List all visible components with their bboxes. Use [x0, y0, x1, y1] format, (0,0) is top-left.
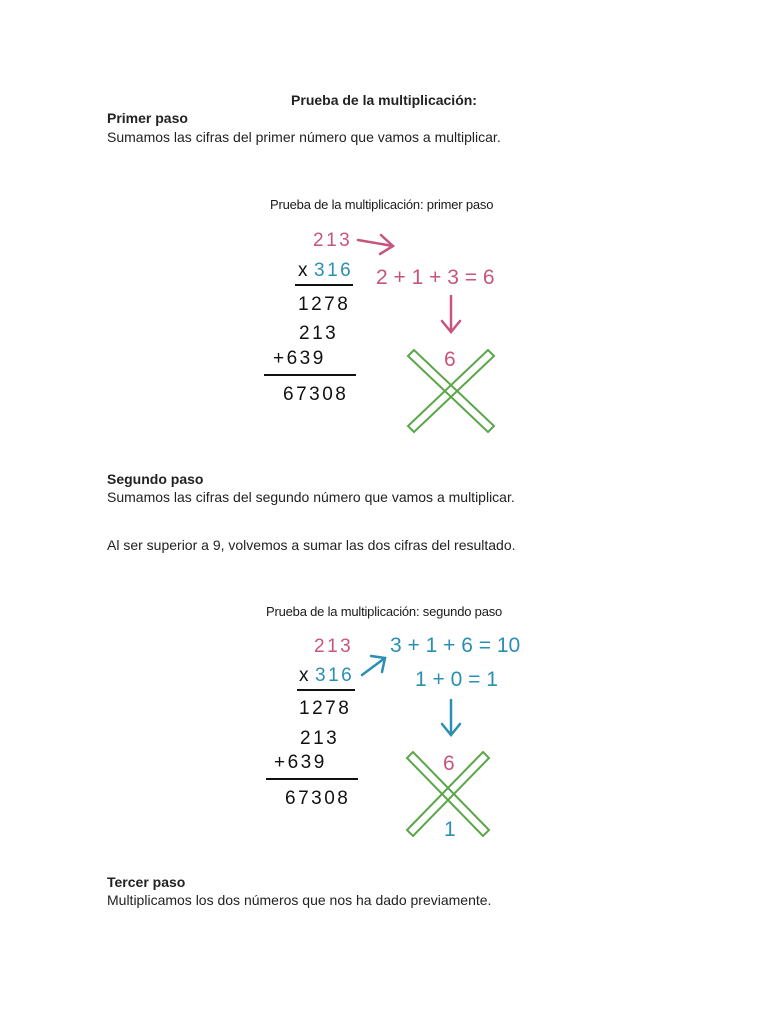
arrow-down-icon: [442, 700, 460, 735]
cross-top-value: 6: [444, 348, 456, 371]
step3-text: Multiplicamos los dos números que nos ha dado previamente.: [107, 892, 492, 908]
step2-text: Sumamos las cifras del segundo número que vamos a multiplicar.: [107, 489, 515, 505]
digit-sum-equation: 3 + 1 + 6 = 10: [390, 634, 521, 657]
result: 67308: [283, 384, 349, 405]
digit-sum-equation: 2 + 1 + 3 = 6: [376, 266, 495, 289]
arrow-down-icon: [442, 296, 460, 332]
step1-text: Sumamos las cifras del primer número que vamos a multiplicar.: [107, 129, 501, 145]
arrow-right-icon: [358, 235, 393, 254]
step2-text2: Al ser superior a 9, volvemos a sumar las dos cifras del resultado.: [107, 537, 516, 553]
cross-bottom-value: 1: [444, 818, 456, 841]
partial-product-2: 213: [300, 728, 340, 749]
figure-title: Prueba de la multiplicación: segundo paso: [266, 604, 503, 619]
times-sign: x: [299, 665, 311, 686]
figure-title: Prueba de la multiplicación: primer paso: [270, 197, 494, 212]
document-title: Prueba de la multiplicación:: [291, 92, 477, 108]
partial-product-3: +639: [274, 752, 327, 773]
multiplier: 316: [314, 260, 354, 281]
multiplicand: 213: [314, 636, 354, 657]
partial-product-3: +639: [273, 348, 326, 369]
digit-sum-equation-2: 1 + 0 = 1: [415, 668, 498, 691]
times-sign: x: [298, 260, 310, 281]
step2-heading: Segundo paso: [107, 471, 204, 487]
step1-heading: Primer paso: [107, 110, 188, 126]
multiplicand: 213: [313, 230, 353, 251]
partial-product-2: 213: [299, 323, 339, 344]
figure-primer-paso: [240, 178, 528, 470]
partial-product-1: 1278: [298, 294, 351, 315]
result: 67308: [285, 788, 351, 809]
step3-heading: Tercer paso: [107, 874, 186, 890]
cross-top-value: 6: [443, 752, 455, 775]
figure-graphics: [240, 178, 528, 470]
partial-product-1: 1278: [299, 698, 352, 719]
figure-graphics: [240, 588, 528, 870]
arrow-up-right-icon: [362, 656, 385, 675]
figure-segundo-paso: [240, 588, 528, 870]
multiplier: 316: [315, 665, 355, 686]
